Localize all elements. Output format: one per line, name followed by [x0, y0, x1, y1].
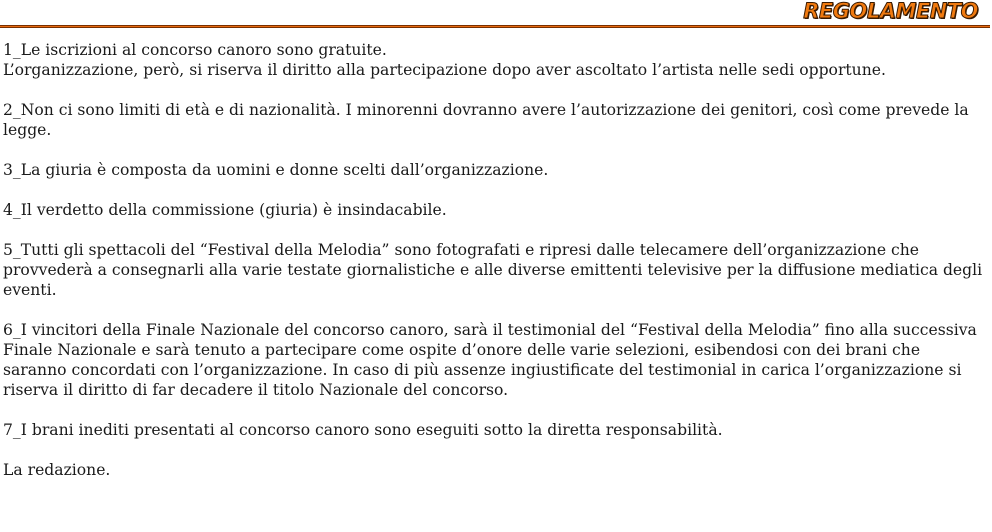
rule-6: 6_I vincitori della Finale Nazionale del concorso canoro, sarà il testimonial del “Festival della Melodia” fino alla successiva Finale Nazionale e sarà tenuto a partecipare come ospite d’onore delle varie selezioni, esibendosi con dei brani che saranno concordati con l’organizzazione. In caso di più assenze ingiustificate del testimonial in carica l’organizzazione si riserva il diritto di far decadere il titolo Nazionale del concorso.	[3, 321, 977, 399]
rule-5: 5_Tutti gli spettacoli del “Festival della Melodia” sono fotografati e ripresi dalle telecamere dell’organizzazione che provvederà a consegnarli alla varie testate giornalistiche e alle diverse emittenti televisive per la diffusione mediatica degli eventi.	[3, 241, 983, 299]
page-header	[0, 0, 990, 28]
page-title: REGOLAMENTO	[803, 0, 978, 23]
regulation-body	[3, 40, 987, 480]
rule-1	[3, 40, 987, 80]
rule-3: 3_La giuria è composta da uomini e donne scelti dall’organizzazione.	[3, 161, 549, 179]
header-divider	[0, 25, 990, 28]
rule-7: 7_I brani inediti presentati al concorso canoro sono eseguiti sotto la diretta responsabilità.	[3, 421, 723, 439]
rule-1-line-2: L’organizzazione, però, si riserva il diritto alla partecipazione dopo aver ascoltato l’artista nelle sedi opportune.	[3, 61, 886, 79]
rule-4: 4_Il verdetto della commissione (giuria) è insindacabile.	[3, 201, 447, 219]
rule-1-line-1: 1_Le iscrizioni al concorso canoro sono gratuite.	[3, 41, 387, 59]
signature: La redazione.	[3, 461, 111, 479]
rule-2: 2_Non ci sono limiti di età e di nazionalità. I minorenni dovranno avere l’autorizzazione dei genitori, così come prevede la legge.	[3, 101, 969, 139]
